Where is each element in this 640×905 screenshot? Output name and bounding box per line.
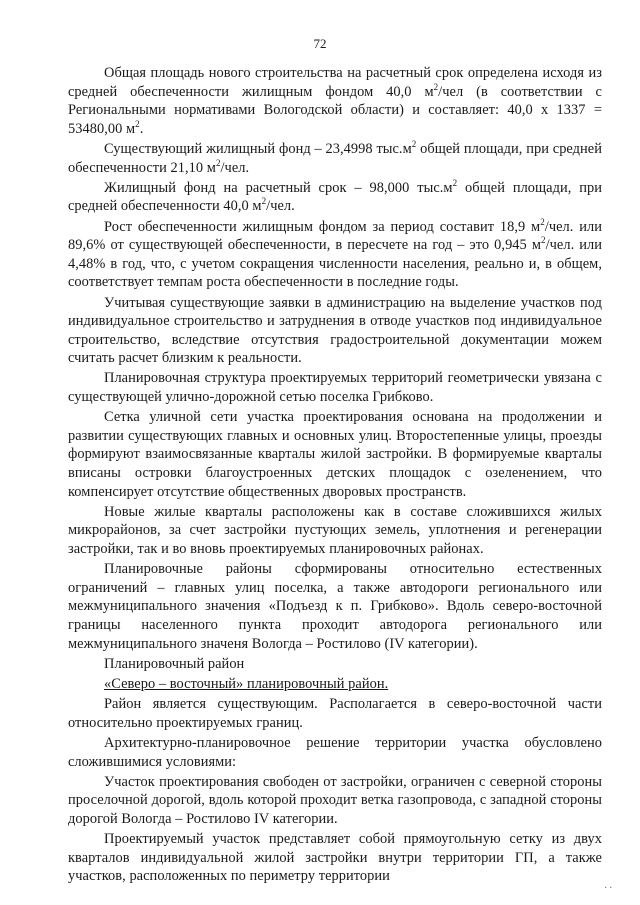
- paragraph-architecture: Архитектурно-планировочное решение территории участка обусловлено сложившимися условиями:: [68, 734, 602, 770]
- district-title: «Северо – восточный» планировочный район.: [104, 675, 389, 692]
- page-body: [68, 64, 602, 887]
- paragraph-street-grid: Сетка уличной сети участка проектирования основана на продолжении и развитии существующих главных и основных улиц. Второстепенные улицы, проезды формируют взаимосвязанные кварталы жилой застройки. В формируемые кварталы вписаны островки благоустроенных детских площадок с озеленением, что компенсирует отсутствие общественных дворовых пространств.: [68, 409, 602, 500]
- paragraph-future-fund: Жилищный фонд на расчетный срок – 98,000 $тыс.м^2$ общей площади, при средней обеспеченности 40,0 $м^2$/чел.: [68, 177, 603, 215]
- paragraph-planning-structure: Планировочная структура проектируемых территорий геометрически увязана с существующей улично-дорожной сетью поселка Грибково.: [68, 370, 602, 406]
- paragraph-district-existing: Район является существующим. Располагается в северо-восточной части относительно проектируемых границ.: [68, 696, 602, 731]
- paragraph-existing-fund: Существующий жилищный фонд – 23,4998 $тыс.м^2$ общей площади, при средней обеспеченности 21,10 $м^2$/чел.: [68, 138, 602, 176]
- corner-mark: . .: [604, 880, 612, 891]
- paragraph-planning-districts: Планировочные районы сформированы относительно естественных ограничений – главных улиц поселка, а также автодороги регионального или межмуниципального значения «Подъезд к п. Грибково». Вдоль северо-восточной границы населенного пункта проходит автодорога регионального или межмуниципального значеня Вологда – Ростилово (IV категории).: [68, 561, 602, 652]
- paragraph-total-area: Общая площадь нового строительства на расчетный срок определена исходя из средней обеспеченности жилищным фондом 40,0 $м^2$/чел (в соответствии с Региональными нормативами Вологодской области) и составляет: 40,0 х 1337 = 53480,00 $м^2$.: [68, 65, 602, 137]
- paragraph-applications: Учитывая существующие заявки в администрацию на выделение участков под индивидуальное строительство и затруднения в отводе участков под индивидуальное строительство, вследствие отсутствия градостроительной документации можем считать расчет близким к реальности.: [68, 294, 602, 367]
- paragraph-new-quarters: Новые жилые кварталы расположены как в составе сложившихся жилых микрорайонов, за счет застройки пустующих земель, уплотнения и регенерации застройки, так и во вновь проектируемых планировочных районах.: [68, 503, 602, 557]
- paragraph-site-free: Участок проектирования свободен от застройки, ограничен с северной стороны проселочной дорогой, вдоль которой проходит ветка газопровода, с западной стороны дорогой Вологда – Ростилово IV категории.: [68, 773, 602, 827]
- paragraph-site-grid: Проектируемый участок представляет собой прямоугольную сетку из двух кварталов индивидуальной жилой застройки внутри территории ГП, а также участков, расположенных по периметру территории: [68, 831, 602, 885]
- page-number: 72: [313, 36, 327, 51]
- paragraph-growth: Рост обеспеченности жилищным фондом за период составит 18,9 $м^2$/чел. или 89,6% от существующей обеспеченности, в пересчете на год – это 0,945 $м^2$/чел. или 4,48% в год, что, с учетом сокращения численности населения, реально и, в общем, соответствует темпам роста обеспеченности в последние годы.: [68, 216, 602, 291]
- subheading-planning-district: Планировочный район: [104, 655, 245, 672]
